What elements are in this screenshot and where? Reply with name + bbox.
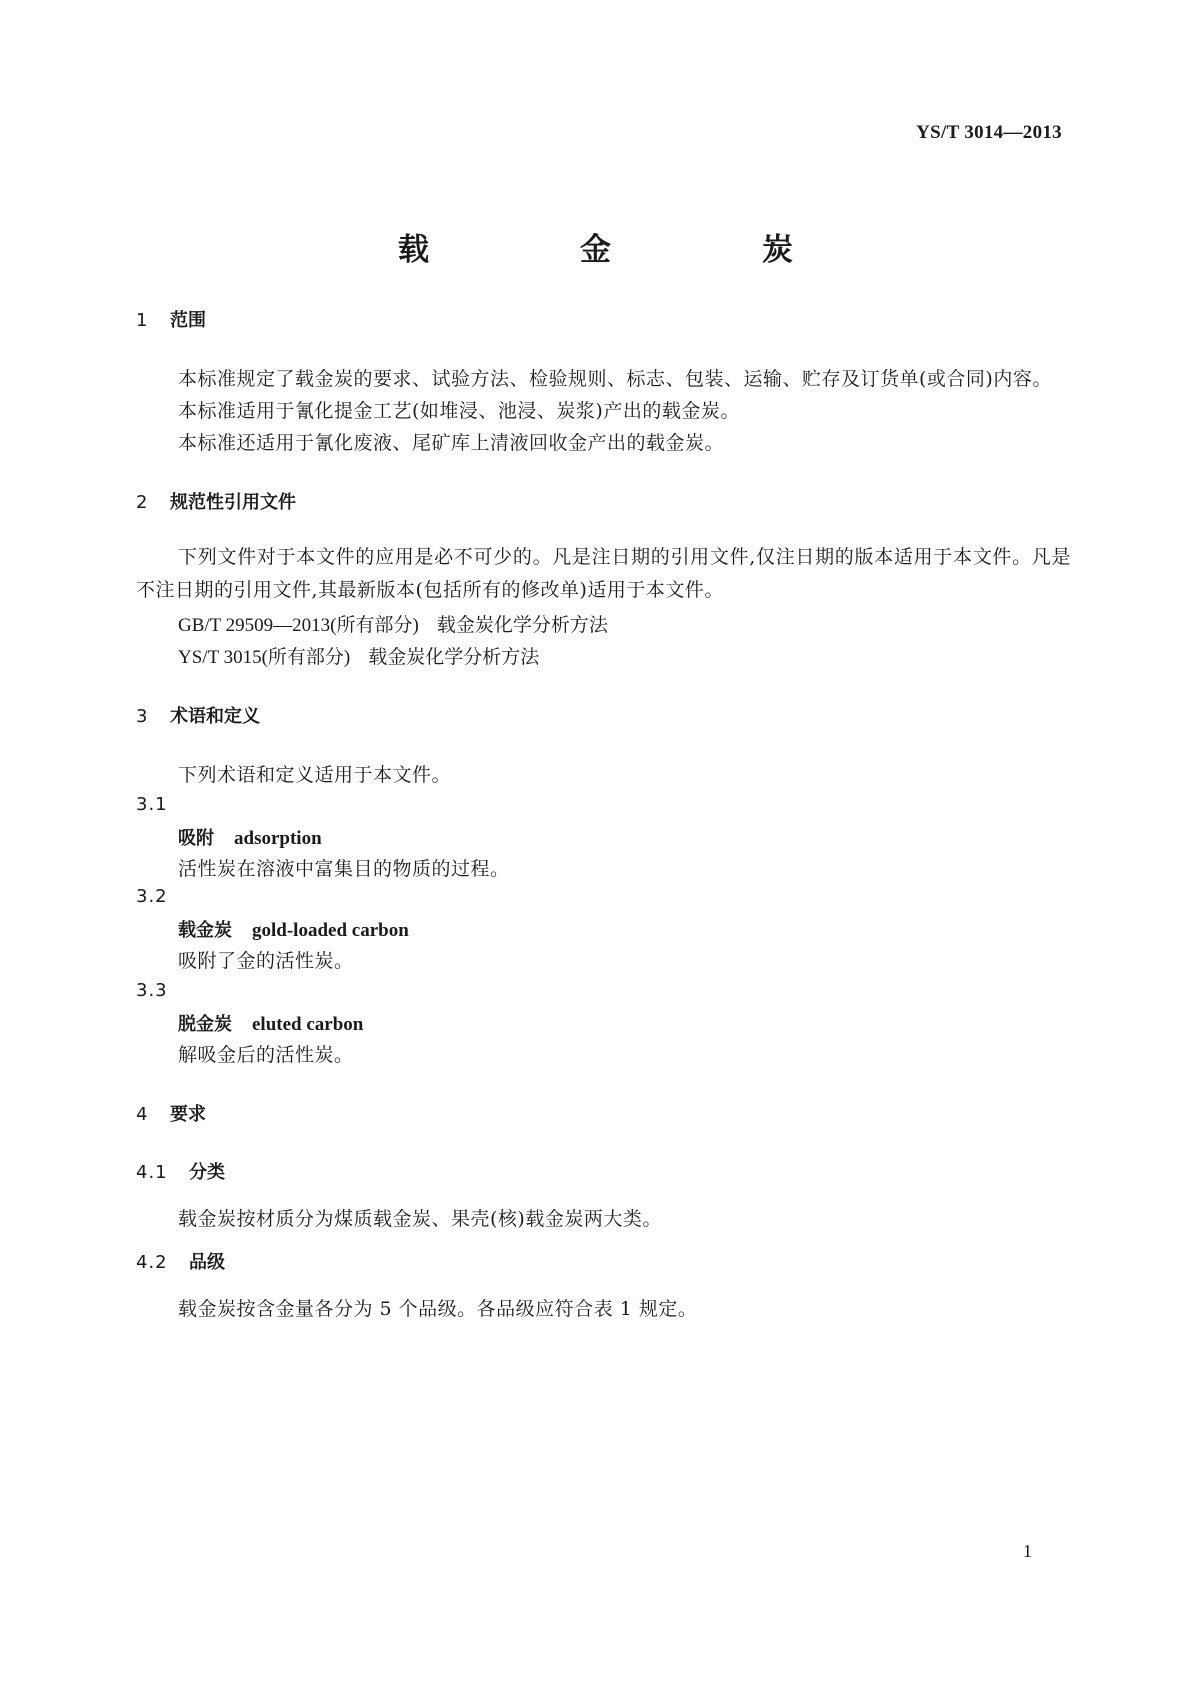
section-3-heading: [136, 702, 260, 728]
references-intro: 下列文件对于本文件的应用是必不可少的。凡是注日期的引用文件,仅注日期的版本适用于本文件。凡是不注日期的引用文件,其最新版本(包括所有的修改单)适用于本文件。: [136, 546, 1071, 601]
reference-item: [178, 642, 539, 669]
grade-paragraph: 载金炭按含金量各分为 5 个品级。各品级应符合表 1 规定。: [178, 1298, 698, 1320]
subsection-title: 品级: [189, 1252, 225, 1273]
subsection-4-1-heading: [136, 1158, 225, 1184]
scope-paragraph-3: 本标准还适用于氰化废液、尾矿库上清液回收金产出的载金炭。: [178, 432, 725, 454]
section-number: 4: [136, 1104, 148, 1125]
subsection-number: 4.2: [136, 1252, 168, 1273]
page-number: 1: [1023, 1541, 1032, 1561]
section-title: 范围: [170, 310, 206, 331]
reference-name: 载金炭化学分析方法: [368, 646, 540, 668]
standard-code: YS/T 3014—2013: [916, 122, 1062, 143]
term-en: eluted carbon: [252, 1014, 364, 1035]
reference-item: [178, 610, 608, 637]
reference-code: GB/T 29509—2013(所有部分): [178, 615, 419, 636]
term-number: 3.2: [136, 886, 168, 907]
section-2-heading: [136, 488, 296, 514]
term-number: 3.1: [136, 794, 168, 815]
section-1-heading: [136, 306, 206, 332]
term-zh: 脱金炭: [178, 1014, 232, 1035]
section-number: 3: [136, 706, 148, 727]
term-definition: 活性炭在溶液中富集目的物质的过程。: [178, 858, 510, 880]
scope-paragraph-2: 本标准适用于氰化提金工艺(如堆浸、池浸、炭浆)产出的载金炭。: [178, 400, 740, 422]
terms-intro: 下列术语和定义适用于本文件。: [178, 764, 452, 786]
reference-name: 载金炭化学分析方法: [436, 614, 608, 636]
subsection-4-2-heading: [136, 1248, 225, 1274]
term-entry: [178, 916, 409, 942]
term-en: gold-loaded carbon: [252, 920, 409, 941]
reference-code: YS/T 3015(所有部分): [178, 647, 351, 668]
section-4-heading: [136, 1100, 206, 1126]
classification-paragraph: 载金炭按材质分为煤质载金炭、果壳(核)载金炭两大类。: [178, 1208, 662, 1230]
scope-paragraph-1: 本标准规定了载金炭的要求、试验方法、检验规则、标志、包装、运输、贮存及订货单(或合同)内容。: [178, 368, 1052, 390]
term-zh: 吸附: [178, 828, 214, 849]
term-number: 3.3: [136, 980, 168, 1001]
term-zh: 载金炭: [178, 920, 232, 941]
section-title: 要求: [170, 1104, 206, 1125]
section-title: 术语和定义: [170, 706, 260, 727]
document-title: 载 金 炭: [398, 232, 853, 268]
term-entry: [178, 1010, 363, 1036]
term-definition: 解吸金后的活性炭。: [178, 1044, 354, 1066]
section-number: 2: [136, 492, 148, 513]
term-entry: [178, 824, 322, 850]
term-definition: 吸附了金的活性炭。: [178, 950, 354, 972]
section-number: 1: [136, 310, 148, 331]
subsection-title: 分类: [189, 1162, 225, 1183]
term-en: adsorption: [234, 828, 322, 849]
section-title: 规范性引用文件: [170, 492, 296, 513]
subsection-number: 4.1: [136, 1162, 168, 1183]
